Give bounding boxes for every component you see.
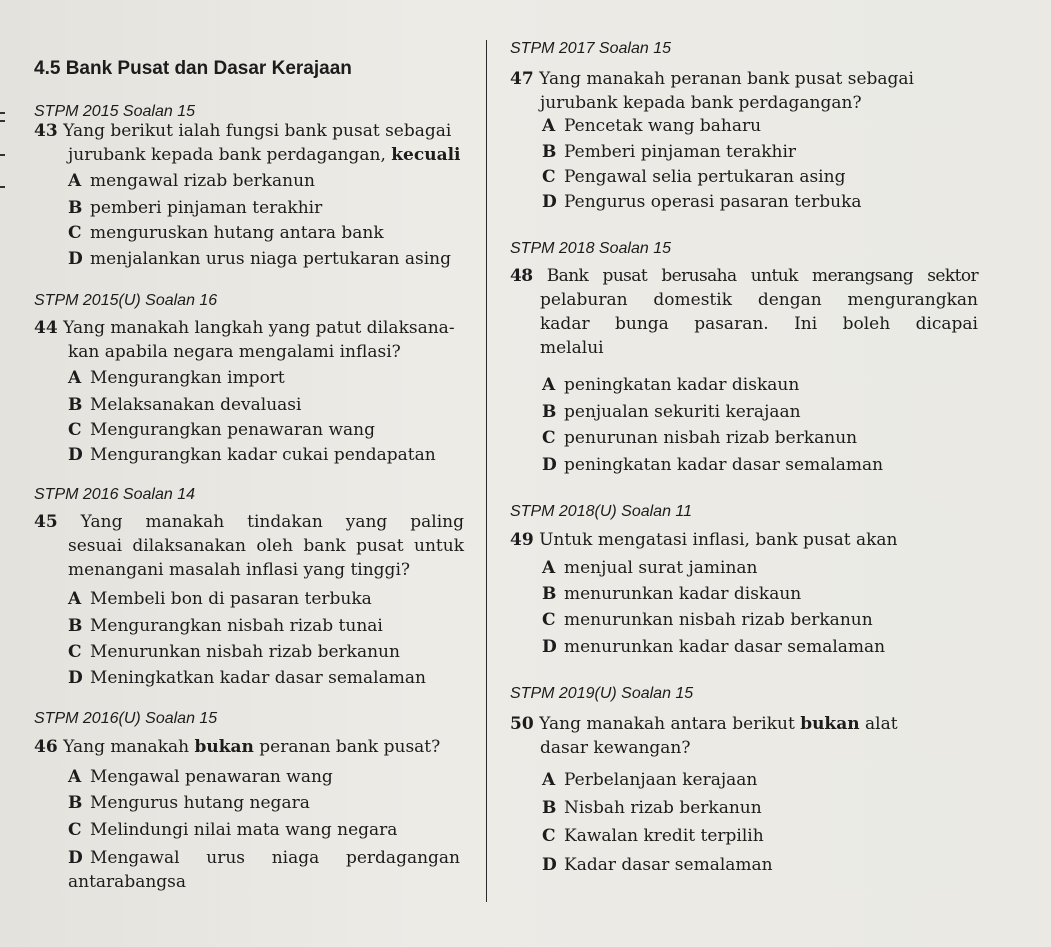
option-44-b[interactable]: B Melaksanakan devaluasi xyxy=(68,395,302,415)
option-48-d[interactable]: D peningkatan kadar dasar semalaman xyxy=(542,455,884,475)
option-49-c[interactable]: C menurunkan nisbah rizab berkanun xyxy=(542,610,873,630)
option-47-b[interactable]: B Pemberi pinjaman terakhir xyxy=(542,142,797,162)
question-source-header: STPM 2016(U) Soalan 15 xyxy=(34,710,218,727)
option-48-b[interactable]: B penjualan sekuriti kerajaan xyxy=(542,402,801,422)
option-43-b[interactable]: B pemberi pinjaman terakhir xyxy=(68,198,323,218)
question-stem-49: 49 Untuk mengatasi inflasi, bank pusat akan xyxy=(510,530,898,550)
question-stem-47: 47 Yang manakah peranan bank pusat sebagai jurubank kepada bank perdagangan? xyxy=(510,69,914,113)
question-source-header: STPM 2015 Soalan 15 xyxy=(34,103,195,120)
option-44-d[interactable]: D Mengurangkan kadar cukai pendapatan xyxy=(68,445,436,465)
option-50-d[interactable]: D Kadar dasar semalaman xyxy=(542,855,773,875)
option-50-c[interactable]: C Kawalan kredit terpilih xyxy=(542,826,764,846)
question-stem-43: 43 Yang berikut ialah fungsi bank pusat sebagai jurubank kepada bank perdagangan, kecuali xyxy=(34,121,461,165)
section-title: 4.5 Bank Pusat dan Dasar Kerajaan xyxy=(34,58,352,79)
option-46-b[interactable]: B Mengurus hutang negara xyxy=(68,793,310,813)
option-50-a[interactable]: A Perbelanjaan kerajaan xyxy=(542,770,758,790)
question-number: 48 xyxy=(510,266,533,286)
question-stem-45: 45 Yang manakah tindakan yang paling sesuai dilaksanakan oleh bank pusat untuk menangani masalah inflasi yang tinggi? xyxy=(34,512,465,580)
option-43-c[interactable]: C menguruskan hutang antara bank xyxy=(68,223,384,243)
option-47-a[interactable]: A Pencetak wang baharu xyxy=(542,116,762,136)
option-44-a[interactable]: A Mengurangkan import xyxy=(68,368,285,388)
option-49-d[interactable]: D menurunkan kadar dasar semalaman xyxy=(542,637,886,657)
question-number: 46 xyxy=(34,737,58,757)
page-edge-marks xyxy=(0,0,6,260)
question-source-header: STPM 2019(U) Soalan 15 xyxy=(510,685,694,702)
question-number: 49 xyxy=(510,530,534,550)
option-50-b[interactable]: B Nisbah rizab berkanun xyxy=(542,798,762,818)
option-47-d[interactable]: D Pengurus operasi pasaran terbuka xyxy=(542,192,862,212)
question-stem-50: 50 Yang manakah antara berikut bukan alat dasar kewangan? xyxy=(510,714,898,758)
question-number: 50 xyxy=(510,714,534,734)
question-source-header: STPM 2016 Soalan 14 xyxy=(34,486,195,503)
option-45-a[interactable]: A Membeli bon di pasaran terbuka xyxy=(68,589,372,609)
question-stem-46: 46 Yang manakah bukan peranan bank pusat? xyxy=(34,737,441,757)
question-number: 45 xyxy=(34,512,58,532)
option-44-c[interactable]: C Mengurangkan penawaran wang xyxy=(68,420,375,440)
question-stem-48: 48 Bank pusat berusaha untuk merangsang sektor pelaburan domestik dengan mengurangkan kadar bunga pasaran. Ini boleh dicapai melalui xyxy=(510,266,978,358)
option-45-d[interactable]: D Meningkatkan kadar dasar semalaman xyxy=(68,668,426,688)
option-48-c[interactable]: C penurunan nisbah rizab berkanun xyxy=(542,428,858,448)
option-48-a[interactable]: A peningkatan kadar diskaun xyxy=(542,375,800,395)
option-46-d[interactable]: D Mengawal urus niaga perdagangan antarabangsa xyxy=(68,848,460,892)
option-45-c[interactable]: C Menurunkan nisbah rizab berkanun xyxy=(68,642,400,662)
option-49-b[interactable]: B menurunkan kadar diskaun xyxy=(542,584,802,604)
option-46-c[interactable]: C Melindungi nilai mata wang negara xyxy=(68,820,398,840)
option-43-a[interactable]: A mengawal rizab berkanun xyxy=(68,171,315,191)
question-number: 47 xyxy=(510,69,534,89)
question-source-header: STPM 2015(U) Soalan 16 xyxy=(34,292,218,309)
question-stem-44: 44 Yang manakah langkah yang patut dilaksana- kan apabila negara mengalami inflasi? xyxy=(34,318,455,362)
question-source-header: STPM 2017 Soalan 15 xyxy=(510,40,671,57)
option-43-d[interactable]: D menjalankan urus niaga pertukaran asing xyxy=(68,249,451,269)
question-number: 43 xyxy=(34,121,58,141)
question-source-header: STPM 2018 Soalan 15 xyxy=(510,240,671,257)
option-46-a[interactable]: A Mengawal penawaran wang xyxy=(68,767,333,787)
column-divider xyxy=(486,40,487,902)
option-45-b[interactable]: B Mengurangkan nisbah rizab tunai xyxy=(68,616,383,636)
option-49-a[interactable]: A menjual surat jaminan xyxy=(542,558,758,578)
question-number: 44 xyxy=(34,318,58,338)
question-source-header: STPM 2018(U) Soalan 11 xyxy=(510,503,693,520)
option-47-c[interactable]: C Pengawal selia pertukaran asing xyxy=(542,167,846,187)
